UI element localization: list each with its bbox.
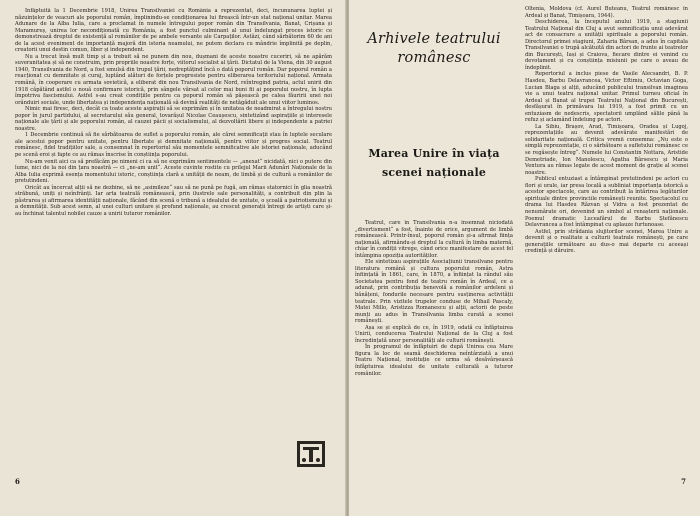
paragraph: La Sibiu, Brașov, Arad, Timișoara, Oradea și Lugoj, reprezentațiile au devenit adevărate manifestări de solidaritate națională. Critica vremii consemna: „Nu este o simplă reprezentație, ci o sărbătoare a sufletului românesc ce se regăsește întreg“. Numele lui Constantin Nottara, Aristide Demetriade, Ion Manolescu, Agatha Bârsescu și Maria Ventura au rămas legate de acest moment de grație al scenei noastre. bbox=[525, 123, 688, 176]
paragraph: Nu a trecut însă mult timp și a trebuit să ne punem din nou, dușmani de aceste noastre cuceriri, să ne apărăm suveranitatea și să ne construim, prin propriile noastre forțe, viitorul socialist al țării. Dictatul de la Viena, din 30 august 1940, Transilvania de Nord, a fost smulsă din trupul țării, nedreptățind încă o dată poporul român. Dar poporul român a reacționat cu demnitate și curaj, luptând alături de forțele progresiste pentru eliberarea teritoriului național. Armata română, în cooperare cu armata sovietică, a eliberat din nou Transilvania de Nord, reîntregind patria, actul unirii din 1918 căpătând astfel o nouă confirmare istorică, prin sângele vărsat al celor mai buni fii ai poporului nostru, în lupta împotriva fascismului. Astfel s-au creat condițiile pentru ca poporul român să pășească pe calea făuririi unei noi orânduiri sociale, unde libertatea și independența națională să devină realități de netăgăduit ale unui viitor luminos. bbox=[15, 53, 332, 106]
paragraph: Repertoriul a inclus piese de Vasile Alecsandri, B. P. Hasdeu, Barbu Delavrancea, Victor Eftimiu, Octavian Goga, Lucian Blaga și alții, aducând publicului transilvan imaginea vie a unui teatru național unitar. Primul turneu oficial în Ardeal și Banat al trupei Teatrului Național din București, desfășurat în primăvara lui 1919, a fost primit cu un entuziasm de nedescris, spectatorii umplând sălile până la refuz și aclamând îndelung pe actori. bbox=[525, 71, 688, 124]
right-page bbox=[349, 0, 700, 516]
right-page-column-b bbox=[525, 6, 688, 476]
paragraph: Deschiderea, la începutul anului 1919, a stagiunii Teatrului Național din Cluj a avut semnificația unui adevărat act de consacrare a unității spirituale a poporului român. Directorul primei stagiuni, Zaharia Bârsan, a adus în capitala Transilvaniei o trupă alcătuită din actori de frunte ai teatrelor din București, Iași și Craiova, fiecare dintre ei venind cu devotament și cu conștiința misiunii pe care o aveau de îndeplinit. bbox=[525, 19, 688, 71]
paragraph: Înfăptuită la 1 Decembrie 1918, Unirea Transilvaniei cu România a reprezentat, deci, încununarea luptei și năzuințelor de veacuri ale poporului român, împlinindu-se condiționarea lui firească într-un stat național unitar. Marea Adunare de la Alba Iulia, care a proclamat în numele întregului popor român din Transilvania, Banat, Crișana și Maramureș, unirea lor necondiționată cu România, a fost punctul culminant al unui îndelungat proces istoric ce demonstrează dreptul de existență al românilor de pe ambele versante ale Carpaților. Astăzi, când sărbătorim 60 de ani de la acest eveniment de importanță majoră din istoria neamului, ne putem declara cu mândrie împlinită pe deplin, creatorii unui destin comun, liber și independent. bbox=[15, 8, 332, 54]
paragraph: 1 Decembrie continuă să fie sărbătoarea de suflet a poporului român, ale cărei semnificații stau în luptele seculare ale acestui popor pentru unitate, pentru libertate și demnitate națională, pentru viitor și progres social. Teatrul românesc, fidel tradițiilor sale, a consemnat în repertoriul său momentele semnificative ale istoriei naționale, aducând pe scenă eroi și fapte ce au rămas înscrise în conștiința poporului. bbox=[15, 132, 332, 159]
printer-ornament-icon bbox=[296, 440, 326, 468]
article-title: Marea Unire în viața scenei naționale bbox=[368, 147, 500, 179]
paragraph: Astfel, prin strădania slujitorilor scenei, Marea Unire a devenit și o realitate a culturii teatrale românești, pe care generațiile următoare au dus-o mai departe cu aceeași credință și dăruire. bbox=[525, 228, 688, 255]
page-number: 6 bbox=[15, 477, 20, 486]
paragraph: Nu-am venit aici ca să prefăcăm pe nimeni ci ca să ne exprimăm sentimentele — „anexat“ nicidată, nici o putere din lume, nici de la noi din țara noastră — ci „ne-am unit“. Aceste cuvinte rostite cu prilejul Marii Adunări Naționale de la Alba Iulia exprimă esența momentului istoric, conștiința clară a unității de neam, de limbă și de cultură a românilor de pretutindeni. bbox=[15, 158, 332, 185]
page-number: 7 bbox=[681, 477, 686, 486]
paragraph: Oricât au încercat alții să ne dezbine, să ne „asimileze“ sau să ne pună pe fugă, am rămas statornici în glia noastră străbună, uniți și neînfrânți. Iar arta teatrală românească, prin ilustrele sale personalități, a contribuit din plin la păstrarea și afirmarea identității naționale, făcând din scenă o tribună a idealului de unitate, o școală a patriotismului și a demnității. Sub acest semn, al unei culturi unitare și profund naționale, au crescut generații întregi de artiști care și-au închinat talentul nobilei cauze a unirii tuturor românilor. bbox=[15, 184, 332, 217]
paragraph: Ele sintetizau aspirațiile Asociațiunii transilvane pentru literatura română și cultura poporului român, Astra înființată în 1861, care, în 1870, a înființat la rândul său Societatea pentru fond de teatru român în Ardeal, ce a adunat, prin contribuția benevolă a românilor ardeleni și bănățeni, fondurile necesare pentru susținerea activității teatrale. Prin vizitele trupelor conduse de Mihail Pascaly, Matei Millo, Aristizza Romanescu și alții, actorii de peste munți au adus în Transilvania limba curată a scenei românești. bbox=[355, 259, 513, 325]
paragraph: Oltenia, Moldova (cf. Aurel Buteanu, Teatrul românesc în Ardeal și Banat, Timișoara, 1944). bbox=[525, 6, 688, 19]
left-page bbox=[0, 0, 347, 516]
paragraph: Publicul entuziast a întâmpinat pretutindeni pe actori cu flori și urale, iar presa locală a subliniat importanța istorică a acestor spectacole, care au contribuit la întărirea legăturilor spirituale dintre provinciile românești reunite. Spectacolul cu drama lui Hasdeu Răzvan și Vidra a fost prezentat de nenumărate ori, devenind un simbol al renașterii naționale. Poemul dramatic Luceafărul de Barbu Ștefănescu Delavrancea a fost întâmpinat cu aplauze furtunoase. bbox=[525, 176, 688, 229]
right-page-column-a bbox=[355, 220, 513, 500]
paragraph: Teatrul, care în Transilvania n-a însemnat niciodată „divertisment“ a fost, înainte de orice, argument de limbă românească. Printr-însul, poporul român și-a afirmat ființa națională, afirmându-și dreptul la cultură în limba maternă, chiar în condiții vitrege, când orice manifestare de acest fel întâmpina opoziția autorităților. bbox=[355, 220, 513, 259]
left-page-text bbox=[15, 8, 332, 434]
paragraph: Nimic mai firesc, deci, decât ca toate aceste aspirații să se exprimăm și în unitatea de neadmirat a întregului nostru popor în jurul partidului, al secretarului său general, tovarășul Nicolae Ceaușescu, sintetizând aspirațiile și interesele naționale ale țării și ale poporului român, al cauzei păcii și socialismului, al dezvoltării libere și independente a patriei noastre. bbox=[15, 106, 332, 132]
paragraph: Așa se și explică de ce, în 1919, odată cu înfăptuirea Unirii, conducerea Teatrului Național de la Cluj a fost încredințată unor personalități ale culturii românești. bbox=[355, 324, 513, 344]
article-section-title: Arhivele teatrului românesc bbox=[367, 31, 501, 66]
paragraph: În programul de înfăptuiri de după Unirea cea Mare figura la loc de seamă deschiderea neîntârziată a unui Teatru Național, instituție ce urma să desăvârșească înfăptuirea idealului de unitate culturală a tuturor românilor. bbox=[355, 344, 513, 377]
